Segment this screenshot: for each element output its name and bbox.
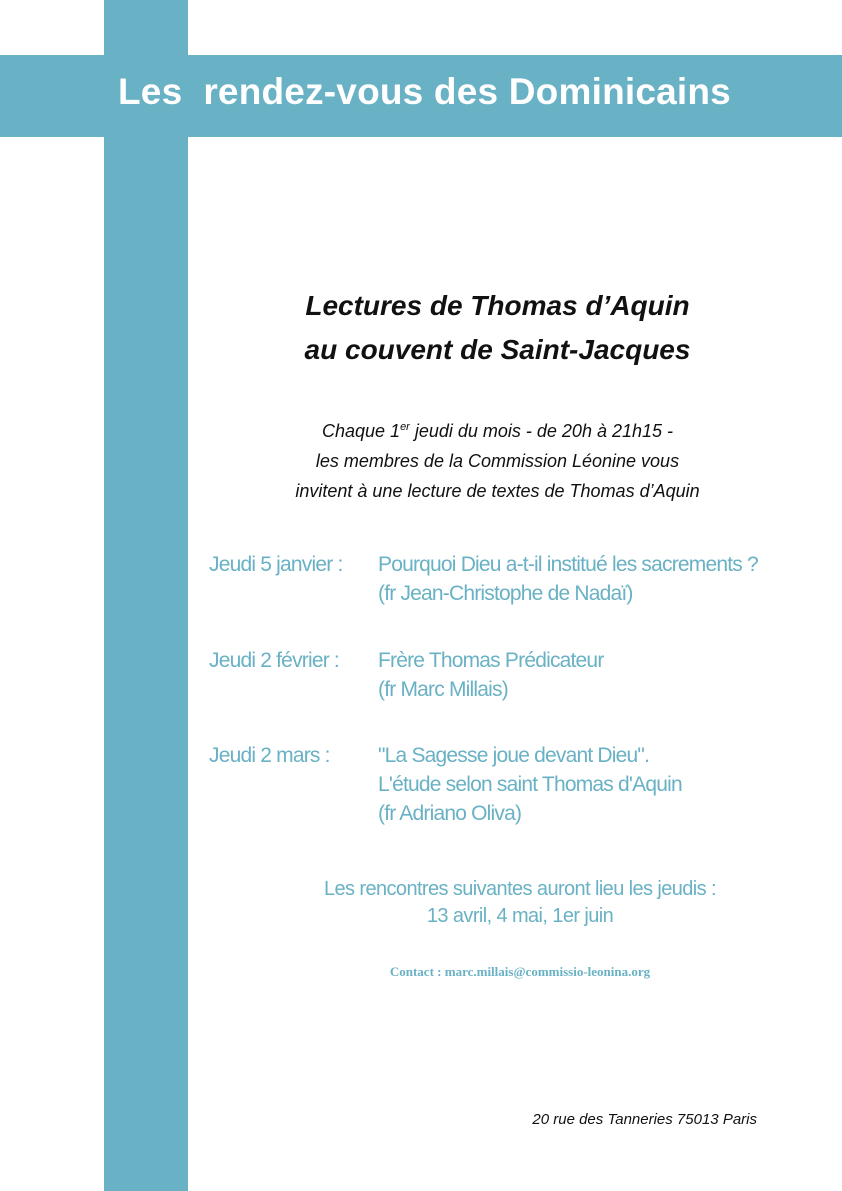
intro-line-1 — [240, 416, 755, 446]
event-subtitle: L'étude selon saint Thomas d'Aquin — [378, 773, 682, 796]
event-title: Pourquoi Dieu a-t-il institué les sacrements ? — [378, 553, 758, 576]
intro-text-after: jeudi du mois - de 20h à 21h15 - — [409, 421, 674, 441]
event-date: Jeudi 5 janvier : — [209, 553, 343, 576]
next-dates-line-2: 13 avril, 4 mai, 1er juin — [426, 905, 614, 927]
event-speaker: (fr Marc Millais) — [378, 678, 508, 701]
address: 20 rue des Tanneries 75013 Paris — [532, 1111, 757, 1128]
event-speaker: (fr Jean-Christophe de Nadaï) — [378, 582, 633, 605]
heading-line-1: Lectures de Thomas d’Aquin — [305, 290, 690, 321]
event-date: Jeudi 2 mars : — [209, 744, 330, 767]
intro-line-2: les membres de la Commission Léonine vous — [315, 451, 680, 471]
intro-superscript: er — [400, 421, 410, 433]
contact-email[interactable]: Contact : marc.millais@commissio-leonina.org — [389, 964, 651, 979]
event-date: Jeudi 2 février : — [209, 649, 339, 672]
event-title: "La Sagesse joue devant Dieu". — [378, 744, 650, 767]
heading-line-2: au couvent de Saint-Jacques — [304, 334, 691, 365]
intro-text-before: Chaque 1 — [321, 421, 401, 441]
next-dates-line-1: Les rencontres suivantes auront lieu les jeudis : — [324, 878, 716, 900]
intro-line-3: invitent à une lecture de textes de Thomas d’Aquin — [295, 481, 700, 501]
event-speaker: (fr Adriano Oliva) — [378, 802, 522, 825]
event-title: Frère Thomas Prédicateur — [378, 649, 604, 672]
banner-title: Les rendez-vous des Dominicains — [118, 71, 731, 112]
cross-vertical-bar — [104, 0, 188, 1191]
